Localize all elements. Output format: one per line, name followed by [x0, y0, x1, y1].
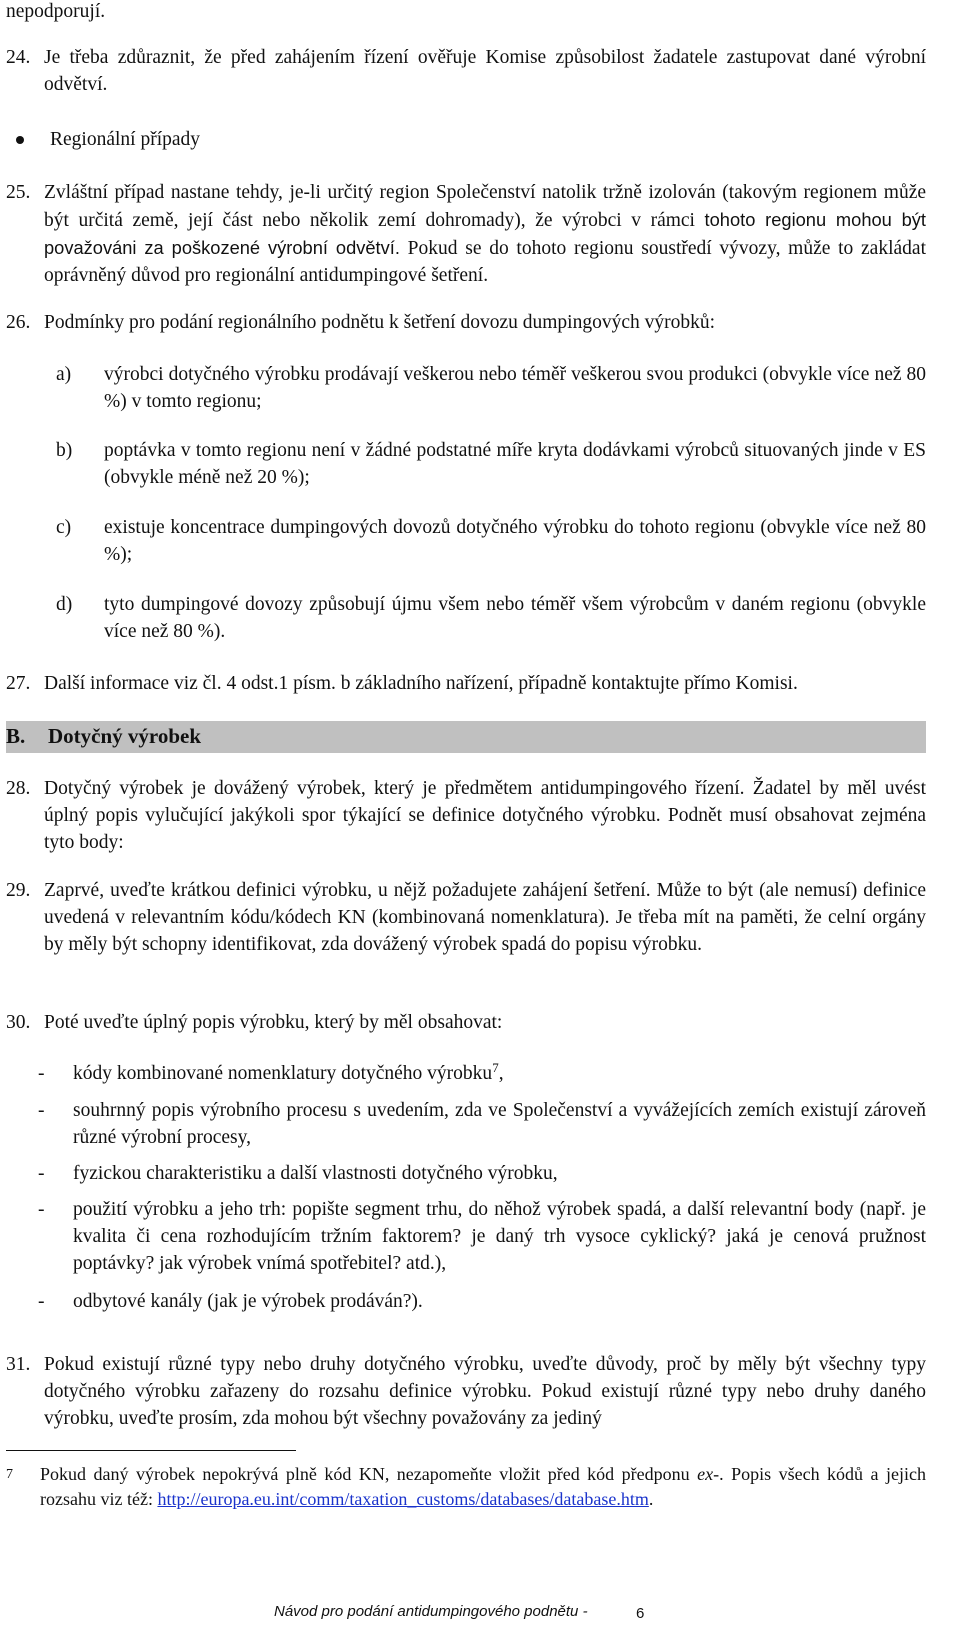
- paragraph-number: 26.: [6, 312, 31, 333]
- dash-item-4: [38, 1196, 926, 1277]
- paragraph-text: Další informace viz čl. 4 odst.1 písm. b základního nařízení, případně kontaktujte přímo Komisi.: [44, 673, 798, 694]
- paragraph-25: [6, 179, 926, 289]
- item-text: souhrnný popis výrobního procesu s uvedením, zda ve Společenství a vyvážejících zemích existují zároveň různé výrobní procesy,: [73, 1100, 926, 1148]
- item-text-main: kódy kombinované nomenklatury dotyčného výrobku: [73, 1063, 493, 1084]
- heading-text: Regionální případy: [50, 129, 201, 150]
- footnote-text-b: . Popis všech kódů a jejich rozsahu viz též:: [40, 1464, 926, 1509]
- bullet-icon: [16, 136, 24, 144]
- item-text-tail: ,: [498, 1063, 504, 1084]
- paragraph-text-b: tohoto regionu mohou být považováni za poškozené výrobní odvětví.: [44, 209, 926, 258]
- dash-item-2: [38, 1097, 926, 1151]
- item-text: fyzickou charakteristiku a další vlastnosti dotyčného výrobku,: [73, 1163, 558, 1184]
- paragraph-number: 31.: [6, 1354, 31, 1375]
- paragraph-27: [6, 670, 926, 697]
- paragraph-26: [6, 309, 926, 336]
- footnote: [6, 1462, 926, 1512]
- list-item-b: [56, 437, 926, 491]
- paragraph-number: 28.: [6, 778, 31, 799]
- top-fragment: nepodporují.: [6, 1, 106, 22]
- paragraph-text: Je třeba zdůraznit, že před zahájením řízení ověřuje Komise způsobilost žadatele zastupovat dané výrobní odvětví.: [44, 47, 926, 95]
- item-label: c): [56, 517, 72, 538]
- dash-label: -: [38, 1163, 45, 1184]
- footnote-number: 7: [6, 1467, 13, 1482]
- footnote-prefix: ex-: [697, 1464, 720, 1484]
- item-text: odbytové kanály (jak je výrobek prodáván?).: [73, 1291, 423, 1312]
- paragraph-number: 25.: [6, 182, 31, 203]
- item-label: b): [56, 440, 73, 461]
- dash-label: -: [38, 1199, 45, 1220]
- paragraph-number: 29.: [6, 880, 31, 901]
- dash-label: -: [38, 1100, 45, 1121]
- paragraph-text: Poté uveďte úplný popis výrobku, který by měl obsahovat:: [44, 1012, 503, 1033]
- footnote-divider: [6, 1450, 296, 1451]
- paragraph-text: Podmínky pro podání regionálního podnětu k šetření dovozu dumpingových výrobků:: [44, 312, 716, 333]
- list-item-a: [56, 361, 926, 415]
- paragraph-text: Pokud existují různé typy nebo druhy dotyčného výrobku, uveďte důvody, proč by měly být všechny typy dotyčného výrobku zařazeny do rozsahu definice výrobku. Pokud existují různé typy nebo druhy daného výrobku, uveďte prosím, zda mohou být všechny považovány za jediný: [44, 1354, 926, 1429]
- list-item-d: [56, 591, 926, 645]
- dash-item-5: [38, 1288, 926, 1315]
- section-b-header: [6, 721, 926, 753]
- footer-title: Návod pro podání antidumpingového podnětu -: [274, 1603, 588, 1620]
- item-text: [73, 1060, 926, 1087]
- paragraph-number: 24.: [6, 47, 31, 68]
- item-text: poptávka v tomto regionu není v žádné podstatné míře kryta dodávkami výrobců situovaných jinde v ES (obvykle méně než 20 %);: [104, 440, 926, 488]
- paragraph-29: [6, 877, 926, 958]
- item-text: tyto dumpingové dovozy způsobují újmu všem nebo téměř všem výrobcům v daném regionu (obvykle více než 80 %).: [104, 594, 926, 642]
- dash-label: -: [38, 1291, 45, 1312]
- list-item-c: [56, 514, 926, 568]
- dash-label: -: [38, 1063, 45, 1084]
- footnote-text: [40, 1462, 926, 1512]
- item-text: použití výrobku a jeho trh: popište segment trhu, do něhož výrobek spadá, a další relevantní body (např. je kvalita či cena rozhodujícím tržním faktorem? je daný trh vysoce cyklický? jaká je cenová pružnost poptávky? jak výrobek vnímá spotřebitel? atd.),: [73, 1199, 926, 1274]
- paragraph-number: 30.: [6, 1012, 31, 1033]
- footnote-ref: 7: [492, 1060, 499, 1075]
- item-label: d): [56, 594, 73, 615]
- paragraph-text: [44, 179, 926, 289]
- footnote-text-a: Pokud daný výrobek nepokrývá plně kód KN, nezapomeňte vložit před kód předponu: [40, 1464, 698, 1484]
- paragraph-24: [6, 44, 926, 98]
- section-title: Dotyčný výrobek: [48, 724, 202, 748]
- item-text: výrobci dotyčného výrobku prodávají veškerou nebo téměř veškerou svou produkci (obvykle více než 80 %) v tomto regionu;: [104, 364, 926, 412]
- paragraph-number: 27.: [6, 673, 31, 694]
- footnote-text-c: .: [648, 1489, 654, 1509]
- section-letter: B.: [6, 724, 26, 748]
- paragraph-31: [6, 1351, 926, 1432]
- paragraph-text: Dotyčný výrobek je dovážený výrobek, který je předmětem antidumpingového řízení. Žadatel by měl uvést úplný popis vylučující jakýkoli spor týkající se definice dotyčného výrobku. Podnět musí obsahovat zejména tyto body:: [44, 778, 926, 853]
- paragraph-text: Zaprvé, uveďte krátkou definici výrobku, u nějž požadujete zahájení šetření. Může to být (ale nemusí) definice uvedená v relevantním kódu/kódech KN (kombinovaná nomenklatura). Je třeba mít na paměti, že celní orgány by měly být schopny identifikovat, zda dovážený výrobek spadá do popisu výrobku.: [44, 880, 926, 955]
- paragraph-text-c: Pokud se do tohoto regionu soustředí vývozy, může to zakládat oprávněný důvod pro regionální antidumpingové šetření.: [44, 238, 926, 286]
- footnote-link[interactable]: http://europa.eu.int/comm/taxation_customs/databases/database.htm: [157, 1489, 649, 1509]
- item-text: existuje koncentrace dumpingových dovozů dotyčného výrobku do tohoto regionu (obvykle více než 80 %);: [104, 517, 926, 565]
- paragraph-30: [6, 1009, 926, 1036]
- dash-item-1: [38, 1060, 926, 1087]
- paragraph-28: [6, 775, 926, 856]
- paragraph-text-a: Zvláštní případ nastane tehdy, je-li určitý region Společenství natolik tržně izolován (takovým regionem může být určitá země, její část nebo několik zemí dohromady), že výrobci v rámci: [44, 182, 926, 231]
- item-label: a): [56, 364, 72, 385]
- page-number: 6: [636, 1605, 645, 1622]
- dash-item-3: [38, 1160, 926, 1187]
